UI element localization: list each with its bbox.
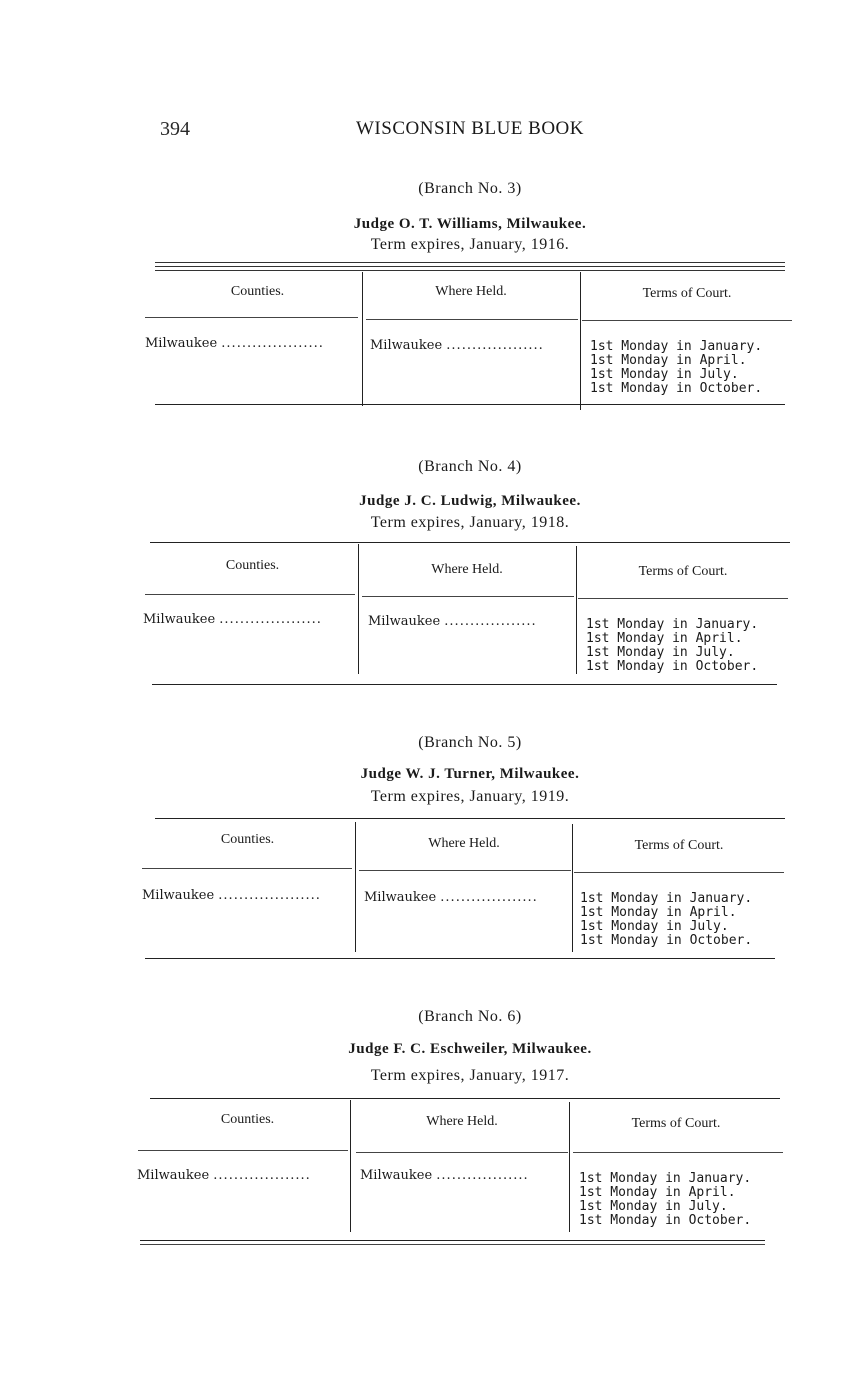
column-header-where-held: Where Held. xyxy=(431,562,503,577)
branch-label: (Branch No. 3) xyxy=(418,180,522,197)
term-expires: Term expires, January, 1916. xyxy=(370,236,570,253)
branch-label: (Branch No. 4) xyxy=(418,458,522,475)
page-number: 394 xyxy=(160,118,190,140)
branch-label: (Branch No. 6) xyxy=(418,1008,522,1025)
column-header-counties: Counties. xyxy=(225,558,280,573)
term-expires: Term expires, January, 1917. xyxy=(370,1067,570,1084)
where-held-cell: Milwaukee ................... xyxy=(364,890,538,905)
column-header-where-held: Where Held. xyxy=(435,284,507,299)
column-header-counties: Counties. xyxy=(230,284,285,299)
county-cell: Milwaukee xyxy=(145,336,218,351)
column-header-counties: Counties. xyxy=(220,1112,275,1127)
column-header-counties: Counties. xyxy=(220,832,275,847)
column-header-terms: Terms of Court. xyxy=(638,564,728,579)
county-cell: Milwaukee xyxy=(137,1168,210,1183)
table-row: Milwaukee ................... xyxy=(137,1168,311,1183)
court-table xyxy=(140,818,790,968)
page-title: WISCONSIN BLUE BOOK xyxy=(356,118,584,139)
table-row: Milwaukee .................... xyxy=(145,336,324,351)
court-table xyxy=(135,1096,785,1246)
terms-cell: 1st Monday in January. 1st Monday in April. 1st Monday in July. 1st Monday in October. xyxy=(580,891,753,948)
where-held-cell: Milwaukee .................. xyxy=(360,1168,529,1183)
terms-cell: 1st Monday in January. 1st Monday in April. 1st Monday in July. 1st Monday in October. xyxy=(586,617,759,674)
where-held-cell: Milwaukee .................. xyxy=(368,614,537,629)
page-header xyxy=(0,118,859,144)
term-expires: Term expires, January, 1918. xyxy=(370,514,570,531)
branch-label: (Branch No. 5) xyxy=(418,734,522,751)
column-header-where-held: Where Held. xyxy=(428,836,500,851)
column-header-terms: Terms of Court. xyxy=(631,1116,721,1131)
terms-cell: 1st Monday in January. 1st Monday in April. 1st Monday in July. 1st Monday in October. xyxy=(579,1171,752,1228)
county-cell: Milwaukee xyxy=(143,612,216,627)
court-table xyxy=(140,262,790,412)
judge-name: Judge O. T. Williams, Milwaukee. xyxy=(353,216,587,232)
column-header-terms: Terms of Court. xyxy=(634,838,724,853)
judge-name: Judge J. C. Ludwig, Milwaukee. xyxy=(359,493,581,509)
judge-name: Judge F. C. Eschweiler, Milwaukee. xyxy=(348,1041,592,1057)
column-header-terms: Terms of Court. xyxy=(642,286,732,301)
table-row: Milwaukee .................... xyxy=(143,612,322,627)
where-held-cell: Milwaukee ................... xyxy=(370,338,544,353)
county-cell: Milwaukee xyxy=(142,888,215,903)
term-expires: Term expires, January, 1919. xyxy=(370,788,570,805)
terms-cell: 1st Monday in January. 1st Monday in April. 1st Monday in July. 1st Monday in October. xyxy=(590,339,763,396)
column-header-where-held: Where Held. xyxy=(426,1114,498,1129)
table-row: Milwaukee .................... xyxy=(142,888,321,903)
judge-name: Judge W. J. Turner, Milwaukee. xyxy=(360,766,580,782)
court-table xyxy=(140,542,790,692)
